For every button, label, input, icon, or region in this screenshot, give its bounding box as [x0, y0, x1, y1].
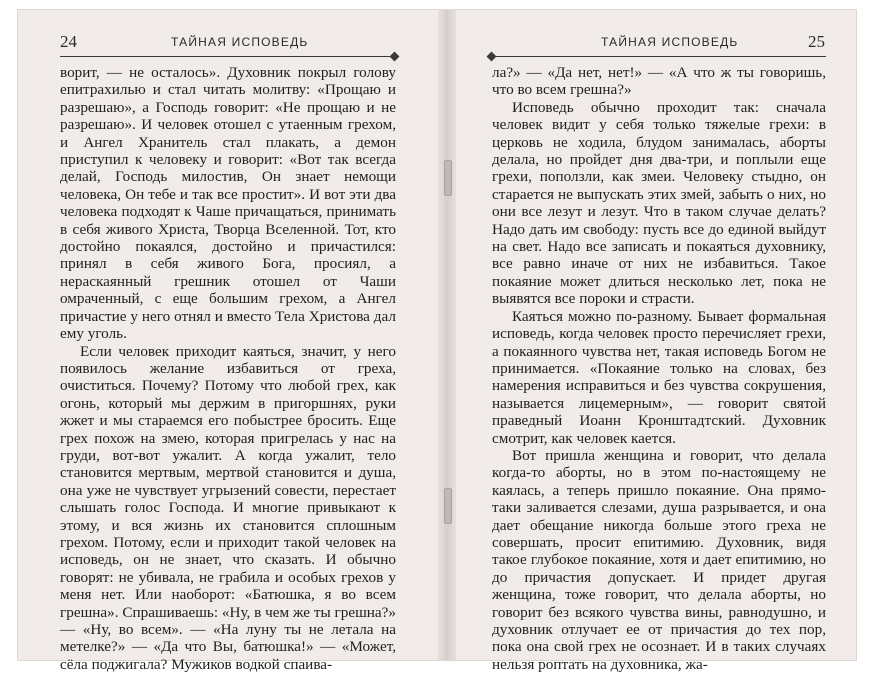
- left-page-header: [18, 32, 438, 52]
- left-running-title: ТАЙНАЯ ИСПОВЕДЬ: [171, 35, 309, 49]
- right-page-body: [492, 64, 826, 673]
- paragraph: Если человек приходит каяться, значит, у него появилось желание избавиться от греха, очиститься. Почему? Потому что любой грех, как огонь, который мы держим в пригоршнях, руки жжет и мы стараемся его побыстрее бросить. Еще грех похож на змею, которая пригрелась у нас на груди, вот-вот ужалит. А когда ужалит, тело становится мертвым, мертвой становится и душа, она уже не чувствует угрызений совести, перестает слышать голос Господа. И многие привыкают к этому, и вся жизнь их становится сплошным грехом. Потому, если и приходит такой человек на исповедь, он не знает, что сказать. И обычно говорят: не убивала, не грабила и особых грехов у меня нет. Или наоборот: «Батюшка, я во всем грешна». Спрашиваешь: «Ну, в чем же ты грешна?» — «Ну, во всем». — «На луну ты не летала на метелке?» — «Да что Вы, батюшка!» — «Может, сёла поджигала? Мужиков водкой спаива-: [60, 343, 396, 673]
- right-page-number: 25: [808, 32, 825, 52]
- paragraph: ворит, — не осталось». Духовник покрыл голову епитрахилью и стал читать молитву: «Прощаю и разрешаю», а Господь говорит: «Не прощаю и не разрешаю». И человек отошел с утаенным грехом, и Ангел Хранитель стал плакать, а демон приступил к человеку и говорит: «Вот так всегда делай, Господь милостив, Он знает немощи человека, Он тебе и так все простит». И вот эти два человека подходят к Чаше причащаться, принимать в себя живого Христа, Творца Вселенной. Тот, кто достойно покаялся, достойно и причастился: принял в себя живого Бога, просиял, а нераскаянный грешник отошел от Чаши омраченный, с еще большим грехом, а Ангел причастие у него отнял и вместо Тела Христова дал ему уголь.: [60, 64, 396, 343]
- left-page: [18, 10, 438, 660]
- paragraph: ла?» — «Да нет, нет!» — «А что ж ты говоришь, что во всем грешна?»: [492, 64, 826, 99]
- header-rule: [60, 56, 395, 57]
- header-rule: [492, 56, 826, 57]
- paragraph: Вот пришла женщина и говорит, что делала когда-то аборты, но в этом по-настоящему не каялась, а теперь пришло покаяние. Она прямо-таки заливается слезами, душа разрывается, и она дает обещание никогда больше этого греха не совершать, просит епитимию. Духовник, видя такое глубокое покаяние, хотя и дает епитимию, но до причастия допускает. И придет другая женщина, тоже говорит, что делала аборты, но говорит без всякого чувства вины, равнодушно, и духовник отлучает ее от причастия до тех пор, пока она свой грех не осознает. И в таких случаях нельзя роптать на духовника, жа-: [492, 447, 826, 673]
- header-rule-ornament: [390, 52, 400, 62]
- staple: [444, 488, 452, 524]
- right-page-header: [456, 32, 856, 52]
- book-gutter: [438, 10, 456, 660]
- staple: [444, 160, 452, 196]
- left-page-body: [60, 64, 396, 673]
- right-running-title: ТАЙНАЯ ИСПОВЕДЬ: [601, 35, 739, 49]
- book-spread: [18, 10, 856, 660]
- paragraph: Исповедь обычно проходит так: сначала человек видит у себя только тяжелые грехи: в церковь не ходила, блудом занималась, аборты делала, но пройдет дня два-три, и поплыли еще грехи, поползли, как змеи. Человеку стыдно, он старается не выпускать этих змей, забыть о них, но они все лезут и лезут. Что в таком случае делать? Надо дать им свободу: пусть все до единой выйдут на свет. Надо все записать и покаяться духовнику, все равно иначе от них не избавиться. Такое покаяние может длиться несколько лет, пока не выявятся все пороки и страсти.: [492, 99, 826, 308]
- left-page-number: 24: [60, 32, 77, 52]
- paragraph: Каяться можно по-разному. Бывает формальная исповедь, когда человек просто перечисляет грехи, а покаянного чувства нет, такая исповедь Богом не принимается. «Покаяние только на словах, без намерения исправиться и без чувства сокрушения, называется лицемерным», — говорит святой праведный Иоанн Кронштадтский. Духовник смотрит, как человек кается.: [492, 308, 826, 447]
- right-page: [456, 10, 856, 660]
